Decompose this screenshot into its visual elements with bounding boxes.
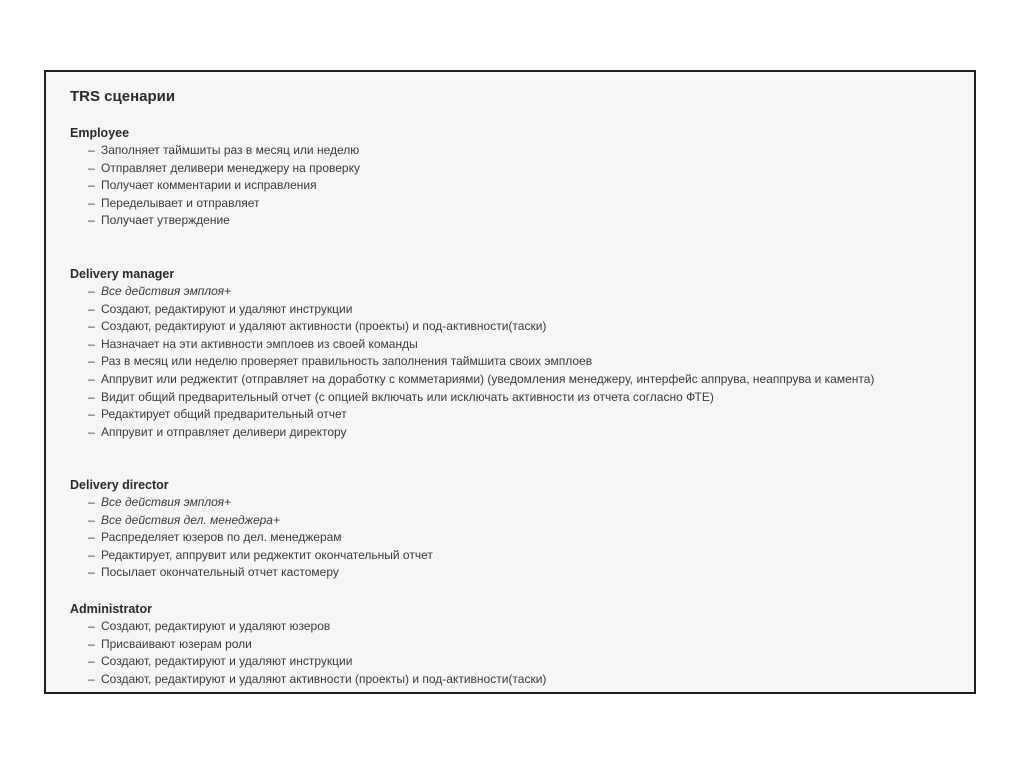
list-item	[88, 618, 546, 636]
list-item	[88, 512, 433, 530]
list-item-text: Распределяет юзеров по дел. менеджерам	[101, 530, 342, 545]
list-item-text: Аппрувит или реджектит (отправляет на доработку с комметариями) (уведомления менеджеру, интерфейс аппрува, неаппрува и камента)	[101, 371, 875, 386]
list-item	[88, 371, 874, 389]
list-item	[88, 301, 874, 319]
list-item-text: Создают, редактируют и удаляют инструкции	[101, 654, 353, 669]
bullet-dash: –	[88, 160, 95, 175]
list-item	[88, 336, 874, 354]
bullet-dash: –	[88, 301, 95, 316]
bullet-dash: –	[88, 284, 95, 298]
list-item-text: Посылает окончательный отчет кастомеру	[101, 565, 339, 580]
bullet-dash: –	[88, 389, 95, 404]
bullet-dash: –	[88, 565, 95, 580]
list-item-text: Присваивают юзерам роли	[101, 636, 252, 651]
list-item-text: Создают, редактируют и удаляют юзеров	[101, 619, 331, 633]
list-item-text: Создают, редактируют и удаляют активности (проекты) и под-активности(таски)	[101, 319, 547, 334]
section-administrator	[70, 600, 546, 688]
bullet-dash: –	[88, 336, 95, 351]
section-heading: Employee	[70, 126, 130, 140]
list-item-text: Редактирует общий предварительный отчет	[101, 407, 347, 422]
list-item-text: Создают, редактируют и удаляют инструкции	[101, 301, 353, 316]
list-item-text: Все действия дел. менеджера+	[101, 512, 280, 527]
list-item	[88, 424, 874, 442]
bullet-dash: –	[88, 213, 95, 228]
bullet-dash: –	[88, 319, 95, 334]
list-item	[88, 353, 874, 371]
section-list	[70, 618, 546, 688]
document-card	[44, 70, 976, 694]
bullet-dash: –	[88, 636, 95, 651]
list-item-text: Получает утверждение	[101, 213, 230, 228]
list-item-text: Видит общий предварительный отчет (с опцией включать или исключать активности из отчета согласно ФТЕ)	[101, 389, 714, 404]
list-item-text: Все действия эмплоя+	[101, 284, 231, 298]
list-item	[88, 195, 360, 213]
section-list	[70, 283, 874, 441]
list-item	[88, 283, 874, 301]
bullet-dash: –	[88, 371, 95, 386]
bullet-dash: –	[88, 671, 95, 686]
list-item	[88, 636, 546, 654]
list-item	[88, 142, 360, 160]
section-heading: Delivery director	[70, 478, 169, 492]
page-title: TRS сценарии	[70, 88, 176, 105]
list-item	[88, 529, 433, 547]
list-item	[88, 406, 874, 424]
bullet-dash: –	[88, 530, 95, 545]
section-delivery-manager	[70, 265, 874, 441]
section-list	[70, 142, 360, 230]
bullet-dash: –	[88, 178, 95, 193]
list-item-text: Получает комментарии и исправления	[101, 178, 317, 193]
bullet-dash: –	[88, 654, 95, 669]
bullet-dash: –	[88, 424, 95, 439]
list-item	[88, 212, 360, 230]
list-item	[88, 653, 546, 671]
bullet-dash: –	[88, 512, 95, 527]
list-item	[88, 494, 433, 512]
section-heading: Administrator	[70, 602, 152, 616]
list-item	[88, 318, 874, 336]
list-item-text: Заполняет таймшиты раз в месяц или неделю	[101, 143, 360, 157]
list-item-text: Отправляет деливери менеджеру на проверку	[101, 160, 360, 175]
list-item	[88, 564, 433, 582]
list-item	[88, 160, 360, 178]
section-heading: Delivery manager	[70, 267, 175, 281]
section-delivery-director	[70, 476, 433, 582]
section-list	[70, 494, 433, 582]
list-item-text: Аппрувит и отправляет деливери директору	[101, 424, 347, 439]
bullet-dash: –	[88, 619, 95, 633]
list-item-text: Переделывает и отправляет	[101, 195, 260, 210]
list-item	[88, 547, 433, 565]
bullet-dash: –	[88, 354, 95, 369]
list-item-text: Назначает на эти активности эмплоев из своей команды	[101, 336, 418, 351]
bullet-dash: –	[88, 547, 95, 562]
list-item-text: Раз в месяц или неделю проверяет правильность заполнения таймшита своих эмплоев	[101, 354, 593, 369]
bullet-dash: –	[88, 143, 95, 157]
list-item-text: Все действия эмплоя+	[101, 495, 231, 509]
section-employee	[70, 124, 360, 230]
bullet-dash: –	[88, 195, 95, 210]
list-item	[88, 671, 546, 689]
list-item-text: Редактирует, аппрувит или реджектит окончательный отчет	[101, 547, 433, 562]
list-item-text: Создают, редактируют и удаляют активности (проекты) и под-активности(таски)	[101, 671, 547, 686]
bullet-dash: –	[88, 407, 95, 422]
list-item	[88, 389, 874, 407]
list-item	[88, 177, 360, 195]
bullet-dash: –	[88, 495, 95, 509]
